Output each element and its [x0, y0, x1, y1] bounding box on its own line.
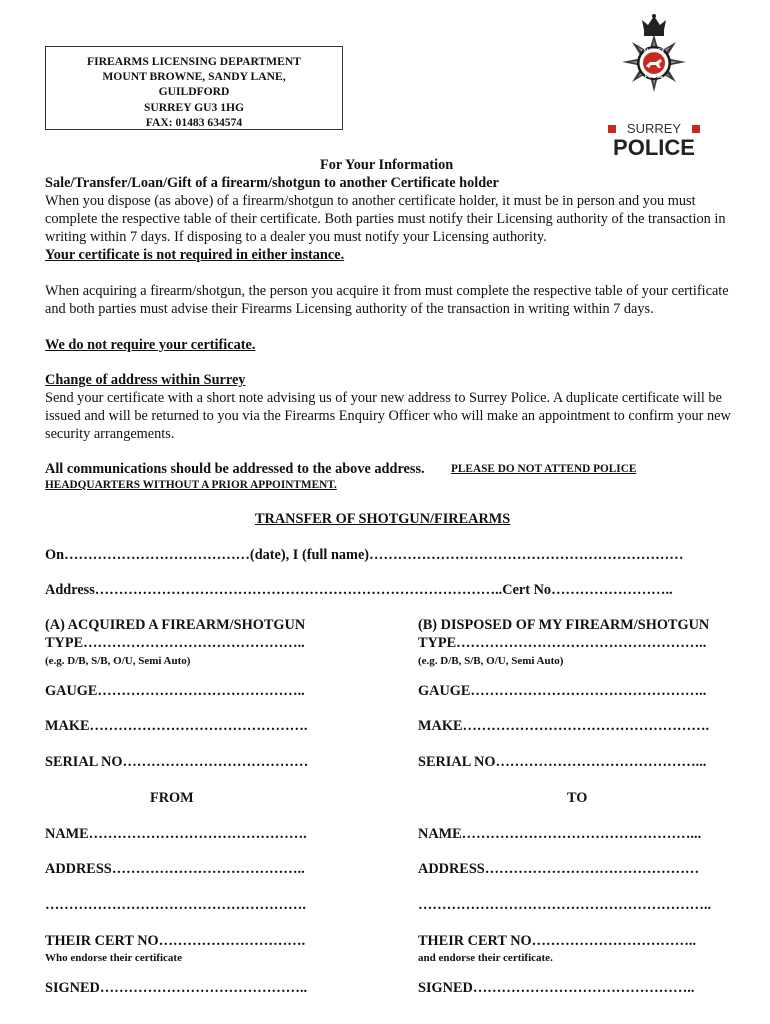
communications-text: All communications should be addressed to the above address. — [45, 461, 425, 477]
address-line: MOUNT BROWNE, SANDY LANE, — [102, 70, 286, 84]
acquire-emphasis: We do not require your certificate. — [45, 337, 256, 353]
change-address-heading: Change of address within Surrey — [45, 372, 246, 388]
from-address-field[interactable]: ADDRESS………………………………….. — [45, 861, 305, 877]
wordmark-surrey: SURREY — [626, 121, 682, 136]
address-line: GUILDFORD — [158, 85, 230, 99]
disposed-title: (B) DISPOSED OF MY FIREARM/SHOTGUN — [418, 617, 710, 633]
change-address-paragraph: Send your certificate with a short note advising us of your new address to Surrey Police. A duplicate certificate will be issued and will be returned to you via the Firearms Enquiry Officer who will make an appointment to confirm your new security arrangements. — [45, 390, 731, 442]
acquired-title: (A) ACQUIRED A FIREARM/SHOTGUN — [45, 617, 306, 633]
info-heading: For Your Information — [320, 157, 454, 173]
info-subheading: Sale/Transfer/Loan/Gift of a firearm/shotgun to another Certificate holder — [45, 175, 499, 191]
acquired-serial-field[interactable]: SERIAL NO………………………………… — [45, 754, 309, 770]
to-cert-note: and endorse their certificate. — [418, 952, 553, 964]
disposed-type-field[interactable]: TYPE…………………………………………….. — [418, 635, 707, 651]
department-address-box — [45, 46, 343, 130]
surrey-police-logo — [604, 12, 704, 160]
disposed-type-note: (e.g. D/B, S/B, O/U, Semi Auto) — [418, 655, 564, 667]
address-line: SURREY GU3 1HG — [143, 100, 245, 114]
address-cert-field[interactable]: Address…………………………………………………………………………..Cert No…………………….. — [45, 582, 673, 598]
acquired-make-field[interactable]: MAKE………………………………………. — [45, 718, 308, 734]
from-address-line2-field[interactable]: ………………………………………………. — [45, 897, 306, 913]
to-address-field[interactable]: ADDRESS……………………………………… — [418, 861, 700, 877]
wordmark-police: POLICE — [613, 135, 695, 160]
to-address-line2-field[interactable]: …………………………………………………….. — [418, 897, 712, 913]
acquired-gauge-field[interactable]: GAUGE…………………………………….. — [45, 683, 305, 699]
badge-text-top: SURREY — [643, 48, 665, 55]
police-star-badge-icon — [604, 12, 704, 160]
from-label: FROM — [150, 790, 194, 806]
dispose-emphasis: Your certificate is not required in either instance. — [45, 247, 345, 263]
to-signed-field[interactable]: SIGNED……………………………………….. — [418, 980, 695, 996]
dispose-paragraph: When you dispose (as above) of a firearm/shotgun to another certificate holder, it must be in person and you must complete the respective table of their certificate. Both parties must notify their Licensing authority of the transaction in writing within 7 days. If disposing to a dealer you must notify your Licensing authority. — [45, 193, 726, 245]
disposed-serial-field[interactable]: SERIAL NO……………………………………... — [418, 754, 707, 770]
date-name-field[interactable]: On…………………………………(date), I (full name)………………………………………………………… — [45, 547, 684, 563]
badge-text-bottom: POLICE — [644, 74, 664, 80]
acquired-type-field[interactable]: TYPE……………………………………….. — [45, 635, 305, 651]
to-cert-field[interactable]: THEIR CERT NO…………………………….. — [418, 933, 697, 949]
to-label: TO — [567, 790, 588, 806]
from-cert-field[interactable]: THEIR CERT NO…………………………. — [45, 933, 306, 949]
form-title: TRANSFER OF SHOTGUN/FIREARMS — [255, 511, 511, 527]
from-cert-note: Who endorse their certificate — [45, 952, 182, 964]
fax-line: FAX: 01483 634574 — [145, 115, 243, 129]
to-name-field[interactable]: NAME…………………………………………... — [418, 826, 702, 842]
address-line: FIREARMS LICENSING DEPARTMENT — [87, 55, 301, 68]
acquired-type-note: (e.g. D/B, S/B, O/U, Semi Auto) — [45, 655, 191, 667]
disposed-make-field[interactable]: MAKE……………………………………………. — [418, 718, 710, 734]
from-name-field[interactable]: NAME………………………………………. — [45, 826, 307, 842]
disposed-gauge-field[interactable]: GAUGE………………………………………….. — [418, 683, 707, 699]
from-signed-field[interactable]: SIGNED…………………………………….. — [45, 980, 308, 996]
acquire-paragraph: When acquiring a firearm/shotgun, the person you acquire it from must complete the respective table of your certificate and both parties must advise their Firearms Licensing authority of the transaction in writing within 7 days. — [45, 283, 729, 317]
do-not-attend-warning: PLEASE DO NOT ATTEND POLICE HEADQUARTERS WITHOUT A PRIOR APPOINTMENT. — [45, 463, 637, 491]
